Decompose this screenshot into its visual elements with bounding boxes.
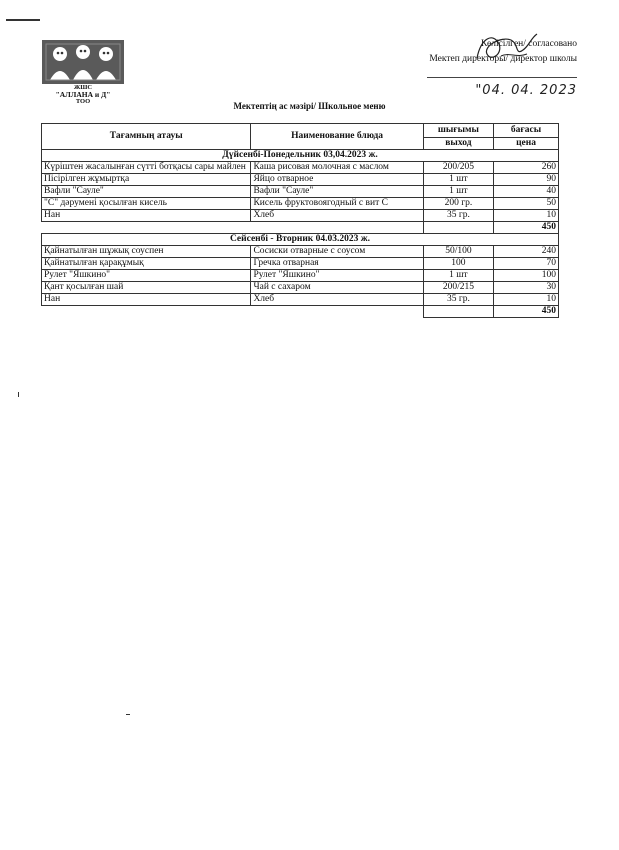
- dish-output: 1 шт: [423, 174, 493, 186]
- header-price-kz: бағасы: [494, 124, 559, 138]
- day-title: Дүйсенбі-Понедельник 03,04.2023 ж.: [42, 150, 559, 162]
- logo-children-icon: [42, 40, 124, 84]
- dish-price: 10: [494, 210, 559, 222]
- dish-price: 30: [494, 282, 559, 294]
- table-row: [42, 198, 559, 210]
- total-row: [42, 306, 559, 318]
- dish-name-ru: Сосиски отварные с соусом: [251, 246, 423, 258]
- approval-date: "04. 04. 2023: [475, 83, 577, 98]
- dish-name-kz: Қант қосылған шай: [42, 282, 251, 294]
- table-row: [42, 162, 559, 174]
- dish-output: 1 шт: [423, 186, 493, 198]
- dish-price: 90: [494, 174, 559, 186]
- table-row: [42, 282, 559, 294]
- table-header-row: [42, 124, 559, 138]
- day-header-row: [42, 234, 559, 246]
- dish-output: 1 шт: [423, 270, 493, 282]
- dish-name-ru: Вафли "Сауле": [251, 186, 423, 198]
- dish-name-ru: Рулет "Яшкино": [251, 270, 423, 282]
- empty-cell: [251, 306, 423, 318]
- dish-output: 200/205: [423, 162, 493, 174]
- dish-output: 200/215: [423, 282, 493, 294]
- header-output-ru: выход: [423, 138, 493, 150]
- approval-director: Мектеп директоры/ директор школы: [429, 54, 577, 64]
- dish-name-ru: Кисель фруктовоягодный с вит С: [251, 198, 423, 210]
- dish-name-kz: Вафли "Сауле": [42, 186, 251, 198]
- dish-output: 200 гр.: [423, 198, 493, 210]
- table-row: [42, 246, 559, 258]
- company-logo: [42, 40, 124, 105]
- day-total: 450: [494, 222, 559, 234]
- dish-name-ru: Яйцо отварное: [251, 174, 423, 186]
- header-output-kz: шығымы: [423, 124, 493, 138]
- dish-name-kz: Нан: [42, 210, 251, 222]
- empty-cell: [42, 306, 251, 318]
- scan-artifact-dot: [126, 714, 130, 715]
- dish-output: 35 гр.: [423, 210, 493, 222]
- document-title: Мектептің ас мәзірі/ Школьное меню: [233, 101, 386, 111]
- dish-price: 50: [494, 198, 559, 210]
- table-row: [42, 186, 559, 198]
- dish-price: 40: [494, 186, 559, 198]
- dish-name-kz: Нан: [42, 294, 251, 306]
- dish-price: 100: [494, 270, 559, 282]
- director-signature: [471, 28, 541, 68]
- empty-cell: [423, 222, 493, 234]
- day-title: Сейсенбі - Вторник 04.03.2023 ж.: [42, 234, 559, 246]
- dish-output: 50/100: [423, 246, 493, 258]
- dish-name-kz: Рулет "Яшкино": [42, 270, 251, 282]
- scan-artifact-dot: [18, 392, 19, 397]
- table-row: [42, 294, 559, 306]
- header-price-ru: цена: [494, 138, 559, 150]
- dish-name-kz: Пісірілген жұмыртқа: [42, 174, 251, 186]
- table-row: [42, 270, 559, 282]
- header-name-ru: Наименование блюда: [251, 124, 423, 150]
- dish-name-kz: Қайнатылған қарақұмық: [42, 258, 251, 270]
- table-row: [42, 258, 559, 270]
- approval-signature-line: [427, 67, 577, 78]
- dish-price: 240: [494, 246, 559, 258]
- header-name-kz: Тағамның атауы: [42, 124, 251, 150]
- total-row: [42, 222, 559, 234]
- dish-name-ru: Каша рисовая молочная с маслом: [251, 162, 423, 174]
- dish-name-kz: "С" дәрумені қосылған кисель: [42, 198, 251, 210]
- approval-agreed: Келісілген/ согласовано: [481, 39, 577, 49]
- logo-org-name: "АЛЛАНА и Д": [55, 90, 111, 99]
- dish-price: 10: [494, 294, 559, 306]
- day-total: 450: [494, 306, 559, 318]
- menu-table: [41, 123, 559, 318]
- table-row: [42, 210, 559, 222]
- empty-cell: [251, 222, 423, 234]
- dish-output: 100: [423, 258, 493, 270]
- dish-name-ru: Хлеб: [251, 294, 423, 306]
- table-row: [42, 174, 559, 186]
- dish-name-kz: Қайнатылған шұжық соуспен: [42, 246, 251, 258]
- day-header-row: [42, 150, 559, 162]
- dish-price: 260: [494, 162, 559, 174]
- dish-name-ru: Чай с сахаром: [251, 282, 423, 294]
- scan-artifact-line: [6, 19, 40, 21]
- dish-name-kz: Күріштен жасалынған сүтті ботқасы сары майлен: [42, 162, 251, 174]
- logo-org-type: ЖШС: [73, 84, 93, 91]
- empty-cell: [42, 222, 251, 234]
- dish-name-ru: Гречка отварная: [251, 258, 423, 270]
- dish-price: 70: [494, 258, 559, 270]
- dish-output: 35 гр.: [423, 294, 493, 306]
- empty-cell: [423, 306, 493, 318]
- logo-org-type-ru: ТОО: [75, 98, 91, 105]
- dish-name-ru: Хлеб: [251, 210, 423, 222]
